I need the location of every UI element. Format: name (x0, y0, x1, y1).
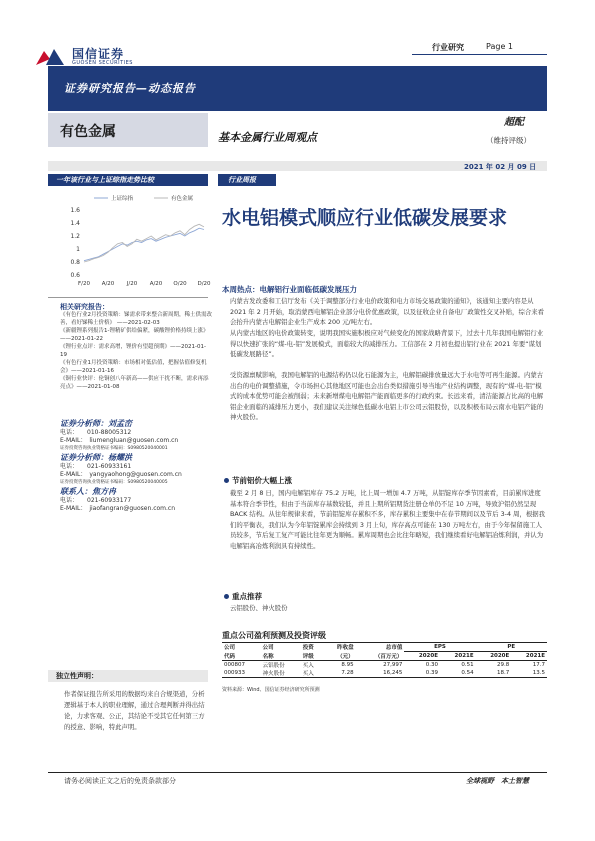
table-header: 2021E (440, 652, 476, 661)
related-item: 《铜行业快评：伦铜创八年新高——供应干扰不断，需求再添亮点》——2021-01-08 (60, 376, 209, 390)
related-item: 《锂行业点评：需求高增，锂价有望超预期》——2021-01-19 (60, 344, 206, 358)
analyst-email: E-MAIL： liumengluan@guosen.com.cn (60, 437, 179, 444)
table-cell: 0.39 (404, 669, 440, 678)
analyst-cert: 证券投资咨询执业资格证书编码：S0980520040001 (60, 446, 168, 451)
analyst-block (60, 418, 212, 513)
series-line (84, 224, 204, 262)
weekly-tag: 行业周报 (228, 176, 256, 184)
table-cell: 0.54 (440, 669, 476, 678)
report-date: 2021 年 02 月 09 日 (464, 163, 537, 171)
table-header: 昨收盘 (324, 643, 356, 652)
footer-slogan: 全球视野 本土智慧 (466, 777, 529, 785)
table-header: 2020E (476, 652, 512, 661)
x-tick-label: A/20 (101, 281, 115, 287)
table-cell: 8.95 (341, 662, 354, 668)
table-cell: 16,245 (356, 669, 405, 678)
table-header: PE (476, 643, 547, 652)
logo-icon (34, 47, 68, 67)
bullet-icon (224, 594, 229, 599)
related-item: 《有色行业2月投资策略：锑需求带来整合新周期，稀土供需改善，看好锑稀土价格》 ——2021-02-03 (60, 312, 213, 326)
analyst-cert: 证券投资咨询执业资格证书编码：S0980520040005 (60, 480, 168, 485)
table-cell: 18.7 (476, 669, 512, 678)
analyst-phone: 电话： 010-88005312 (60, 429, 132, 436)
rating-note: （维持评级） (486, 136, 531, 145)
table-header: 总市值 (356, 643, 405, 652)
section-title: 节前铝价大幅上涨 (232, 476, 292, 485)
related-title: 相关研究报告： (60, 303, 109, 311)
table-header: 公司 (222, 643, 261, 652)
y-tick-label: 0.6 (70, 272, 80, 279)
related-list (60, 312, 212, 391)
table-title: 重点公司盈利预测及投资评级 (222, 631, 326, 640)
table-cell: 7.28 (324, 669, 356, 678)
table-cell: 买入 (302, 663, 314, 669)
paragraph: 截至 2 月 8 日，国内电解铝库存 75.2 万吨，比上周一增加 4.7 万吨，从铝锭库存季节因素看，目前累库进度基本符合季节性，但由于当前库存基数较低，并且上期所铝期货注册仓单仍不足 10 万吨，导致沪铝仍然呈现 BACK 结构。从往年规律来看，节前铝锭库存累积不多，库存累积主要集中在春节期间以及节后 3-4 周，根据我们的平衡表，我们认为今年铝锭累库会持续到 3 月上旬，库存高点可能在 130 万吨左右，由于今年保留施工人员较多，节后复工复产可能比往年更为顺畅。累库周期也会比往年略短，我们继续看好电解铝冶炼利润，并认为电解铝高冶炼利润具有持续性。 (230, 489, 546, 550)
table-cell: 0.30 (425, 662, 438, 668)
x-tick-label: F/20 (77, 281, 91, 287)
header-divider (412, 54, 547, 55)
table-source: 资料来源：Wind、国信证券经济研究所预测 (222, 687, 320, 693)
table-header: 投资 (301, 643, 324, 652)
table-cell: 27,997 (383, 662, 403, 668)
paragraph: 受资源禀赋影响，我国电解铝的电源结构仍以化石能源为主，电解铝碳排放量远大于水电等可再生能源。内蒙古出台的电价调整措施，令市场担心其他地区可能也会出台类似措施引导当地产业结构调整，现有的“煤-电-铝”模式的成本优势可能会被削弱；未来新增煤电电解铝产能面临更多的行政约束。长远来看，清洁能源占比高的电解铝企业面临的减排压力更小，我们建议关注绿色低碳水电铝上市公司云铝股份，以及积极布局云南水电铝产能的神火股份。 (230, 371, 544, 421)
footer-disclaimer: 请务必阅读正文之后的免责条款部分 (64, 777, 176, 785)
table-header: 公司 (261, 643, 301, 652)
y-tick-label: 1.4 (70, 220, 80, 227)
analyst-phone: 电话： 021-60933161 (60, 463, 132, 470)
table-header-row (222, 652, 547, 661)
y-tick-label: 1 (76, 246, 80, 253)
independence-body: 作者保证报告所采用的数据均来自合规渠道，分析逻辑基于本人的职业理解，通过合理判断并得出结论，力求客观、公正，其结论不受其它任何第三方的授意、影响，特此声明。 (64, 690, 205, 731)
x-tick-label: A/20 (149, 281, 163, 287)
analyst-name: 证券分析师：刘孟峦 (60, 419, 132, 428)
hot-topic-title: 本周热点：电解铝行业面临低碳发展压力 (222, 285, 357, 294)
independence-title: 独立性声明： (56, 672, 98, 680)
logo-subtext: GUOSEN SECURITIES (72, 60, 133, 66)
x-tick-label: O/20 (173, 281, 187, 287)
related-item: 《新疆锂系列报告1-锂精矿供给偏紧，碳酸锂价格持续上涨》——2021-01-22 (60, 328, 209, 342)
table-cell: 云铝股份 (262, 663, 285, 669)
analyst-name: 证券分析师：杨耀洪 (60, 453, 132, 462)
table-cell: 13.5 (511, 669, 547, 678)
report-title: 基本金属行业周观点 (218, 131, 317, 144)
bullet-icon (224, 478, 229, 483)
paragraph: 云铝股份、神火股份 (230, 604, 288, 612)
main-title: 水电铝模式顺应行业低碳发展要求 (222, 207, 508, 229)
table-cell: 17.7 (532, 662, 545, 668)
legend-label: 上证综指 (111, 196, 134, 202)
x-tick-label: D/20 (197, 281, 211, 287)
rating: 超配 (504, 117, 524, 128)
table-header: 代码 (222, 652, 261, 661)
paragraph: 从内蒙古地区的电价政策转变，说明我国实施积极应对气候变化的国家战略背景下，过去十几年我国电解铝行业得以快速扩张的“煤-电-铝”发展模式，面临较大的减排压力。工信部在 2 月初也提出铝行业在 2021 年要“谋划低碳发展路径”。 (230, 329, 544, 358)
table-header: 评级 (301, 652, 324, 661)
logo-text: 国信证券 (72, 47, 125, 61)
sector-name: 有色金属 (60, 124, 116, 140)
forecast-table (222, 642, 547, 678)
table-header: 2020E (404, 652, 440, 661)
doc-type: 行业研究 (432, 43, 464, 52)
banner-title: 证券研究报告—动态报告 (64, 82, 196, 95)
table-header: （百万元） (356, 652, 405, 661)
y-tick-label: 1.6 (70, 207, 80, 214)
performance-chart (54, 190, 214, 295)
chart-header: 一年该行业与上证综指走势比较 (56, 176, 154, 184)
legend-label: 有色金属 (171, 196, 194, 202)
page-number: Page 1 (486, 42, 513, 51)
table-header: （元） (324, 652, 356, 661)
table-header: 2021E (511, 652, 547, 661)
contact-phone: 电话： 021-60933177 (60, 497, 132, 504)
table-row (222, 669, 547, 678)
chart-divider (48, 297, 208, 298)
analyst-email: E-MAIL： yangyaohong@guosen.com.cn (60, 471, 182, 478)
footer-divider (48, 772, 547, 773)
section-title: 重点推荐 (232, 592, 262, 601)
y-tick-label: 0.8 (70, 259, 80, 266)
table-cell: 买入 (301, 669, 324, 678)
related-item: 《有色行业1月投资策略：市场相对低估值，把握估值修复机会》——2021-01-16 (60, 360, 207, 374)
table-cell: 29.8 (497, 662, 510, 668)
table-cell: 神火股份 (261, 669, 301, 678)
table-header: EPS (404, 643, 475, 652)
table-cell: 000933 (222, 669, 261, 678)
table-cell: 000807 (224, 662, 245, 668)
table-header: 名称 (261, 652, 301, 661)
contact-email: E-MAIL： jiaofangran@guosen.com.cn (60, 505, 176, 512)
table-row (222, 661, 547, 670)
table-header-row (222, 643, 547, 652)
contact-name: 联系人：焦方冉 (60, 487, 116, 496)
table-cell: 0.51 (461, 662, 474, 668)
y-tick-label: 1.2 (70, 233, 80, 240)
x-tick-label: J/20 (126, 281, 138, 287)
paragraph: 内蒙古发改委和工信厅发布《关于调整部分行业电价政策和电力市场交易政策的通知》，该通知主要内容是从 2021 年 2 月开始，取消蒙西电解铝企业部分电价优惠政策，以及征收企业自备电厂政策性交叉补贴，综合来看会抬升内蒙古电解铝企业生产成本 200 元/吨左右。 (230, 297, 544, 326)
